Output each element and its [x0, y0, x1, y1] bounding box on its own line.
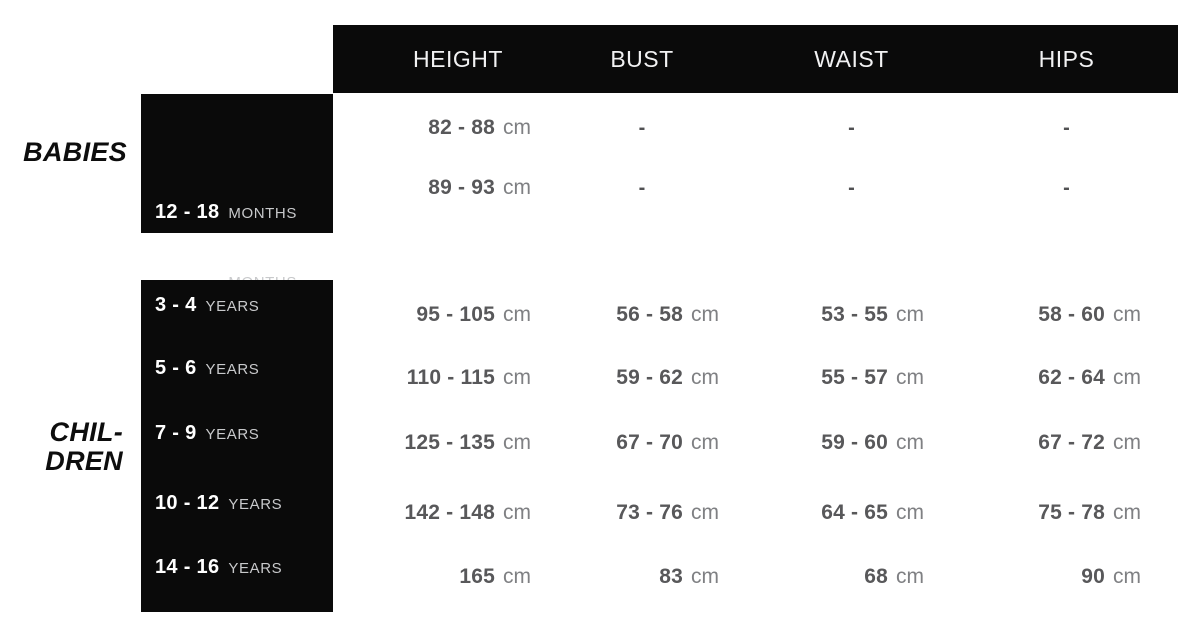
waist-value — [723, 364, 928, 392]
height-value — [333, 364, 535, 392]
table-row — [333, 429, 1178, 457]
age-range: 14 - 16 — [155, 556, 220, 578]
hips-value-empty — [928, 174, 1145, 202]
value-unit: cm — [896, 303, 924, 326]
value-unit: cm — [691, 431, 719, 454]
dash: - — [1063, 117, 1070, 139]
value-number: 67 - 70 — [616, 431, 683, 454]
age-row-10-12-years — [155, 489, 282, 517]
bust-value — [535, 301, 723, 329]
hips-value-empty — [928, 114, 1145, 142]
age-range: 3 - 4 — [155, 294, 197, 316]
value-number: 58 - 60 — [1038, 303, 1105, 326]
value-unit: cm — [503, 366, 531, 389]
waist-value — [723, 429, 928, 457]
value-number: 59 - 60 — [821, 431, 888, 454]
section-label-children-line1: CHIL- — [49, 417, 123, 447]
hips-value — [928, 364, 1145, 392]
hips-value — [928, 301, 1145, 329]
height-value — [333, 174, 535, 202]
value-unit: cm — [1113, 366, 1141, 389]
table-row — [333, 114, 1178, 142]
table-row — [333, 563, 1178, 591]
bust-value — [535, 563, 723, 591]
value-unit: cm — [503, 501, 531, 524]
value-number: 73 - 76 — [616, 501, 683, 524]
table-row — [333, 364, 1178, 392]
age-unit: YEARS — [205, 298, 260, 315]
value-unit: cm — [896, 565, 924, 588]
value-number: 83 — [659, 565, 683, 588]
value-number: 56 - 58 — [616, 303, 683, 326]
value-number: 64 - 65 — [821, 501, 888, 524]
value-number: 125 - 135 — [404, 431, 495, 454]
value-number: 165 — [459, 565, 495, 588]
value-unit: cm — [896, 501, 924, 524]
age-unit: YEARS — [205, 426, 260, 443]
hips-value — [928, 499, 1145, 527]
height-value — [333, 499, 535, 527]
waist-value-empty — [723, 174, 928, 202]
age-range: 12 - 18 — [155, 201, 220, 223]
waist-value — [723, 301, 928, 329]
section-label-children-line2: DREN — [45, 446, 123, 476]
value-number: 68 — [864, 565, 888, 588]
value-number: 95 - 105 — [416, 303, 495, 326]
value-unit: cm — [503, 431, 531, 454]
value-unit: cm — [503, 565, 531, 588]
age-row-12-18-months — [155, 198, 297, 226]
bust-value-empty — [535, 114, 723, 142]
bust-value — [535, 499, 723, 527]
value-number: 75 - 78 — [1038, 501, 1105, 524]
value-unit: cm — [1113, 565, 1141, 588]
column-header-bust: BUST — [610, 46, 674, 72]
dash: - — [848, 177, 855, 199]
value-number: 67 - 72 — [1038, 431, 1105, 454]
babies-age-box — [141, 94, 333, 233]
age-unit: YEARS — [228, 496, 283, 513]
value-unit: cm — [691, 501, 719, 524]
dash: - — [848, 117, 855, 139]
value-unit: cm — [691, 303, 719, 326]
waist-value — [723, 499, 928, 527]
age-row-7-9-years — [155, 419, 259, 447]
bust-value-empty — [535, 174, 723, 202]
dash: - — [638, 117, 646, 139]
height-value — [333, 114, 535, 142]
height-value — [333, 563, 535, 591]
hips-value — [928, 429, 1145, 457]
value-unit: cm — [503, 303, 531, 326]
waist-value — [723, 563, 928, 591]
table-row — [333, 174, 1178, 202]
age-range: 10 - 12 — [155, 492, 220, 514]
age-range: 5 - 6 — [155, 357, 197, 379]
age-row-14-16-years — [155, 553, 282, 581]
value-number: 82 - 88 — [428, 116, 495, 139]
bust-value — [535, 429, 723, 457]
table-row — [333, 499, 1178, 527]
column-header-hips: HIPS — [1038, 46, 1095, 72]
value-number: 62 - 64 — [1038, 366, 1105, 389]
age-row-5-6-years — [155, 354, 259, 382]
waist-value-empty — [723, 114, 928, 142]
value-number: 110 - 115 — [406, 366, 495, 389]
value-unit: cm — [691, 366, 719, 389]
age-row-3-4-years — [155, 291, 259, 319]
age-unit: MONTHS — [228, 205, 297, 222]
dash: - — [1063, 177, 1070, 199]
dash: - — [638, 177, 646, 199]
value-unit: cm — [896, 366, 924, 389]
value-unit: cm — [691, 565, 719, 588]
column-header-waist: WAIST — [814, 46, 889, 72]
height-value — [333, 429, 535, 457]
column-header-height: HEIGHT — [413, 46, 503, 72]
hips-value — [928, 563, 1145, 591]
value-unit: cm — [896, 431, 924, 454]
age-range: 7 - 9 — [155, 422, 197, 444]
value-number: 59 - 62 — [616, 366, 683, 389]
section-label-babies: BABIES — [23, 137, 127, 167]
section-label-children — [45, 418, 123, 476]
children-age-box — [141, 280, 333, 612]
column-header-bar — [333, 25, 1178, 93]
height-value — [333, 301, 535, 329]
value-unit: cm — [1113, 431, 1141, 454]
value-unit: cm — [503, 176, 531, 199]
bust-value — [535, 364, 723, 392]
value-number: 53 - 55 — [821, 303, 888, 326]
value-number: 55 - 57 — [821, 366, 888, 389]
value-unit: cm — [1113, 501, 1141, 524]
value-number: 89 - 93 — [428, 176, 495, 199]
age-unit: YEARS — [205, 361, 260, 378]
value-unit: cm — [503, 116, 531, 139]
age-unit: YEARS — [228, 560, 283, 577]
value-number: 142 - 148 — [404, 501, 495, 524]
value-number: 90 — [1081, 565, 1105, 588]
value-unit: cm — [1113, 303, 1141, 326]
table-row — [333, 301, 1178, 329]
